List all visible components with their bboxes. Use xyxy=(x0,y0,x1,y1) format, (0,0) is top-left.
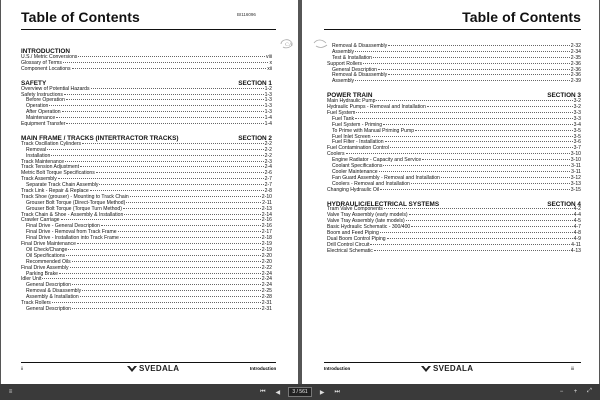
entry-title: Glossary of Terms xyxy=(21,59,62,66)
entry-page: 2-36 xyxy=(570,72,581,79)
section-title: POWER TRAIN xyxy=(327,92,373,100)
dot-leader xyxy=(384,208,573,209)
dot-leader xyxy=(80,296,261,297)
section-title: HYDRAULIC/ELECTRICAL SYSTEMS xyxy=(327,200,440,208)
section-number: SECTION 1 xyxy=(238,79,272,87)
entry-page: 2-34 xyxy=(570,48,581,55)
entry-page: 2-8 xyxy=(264,188,272,195)
entry-title: Changing Hydraulic Oil xyxy=(327,186,380,193)
entry-title: Final Drive - Installation into Track Frame xyxy=(26,235,119,242)
entry-page: 1-3 xyxy=(264,103,272,110)
entry-title: Safety Instructions xyxy=(21,91,63,98)
entry-title: Idler Unit xyxy=(21,276,42,283)
entry-title: After Operation xyxy=(26,109,61,116)
fit-page-icon[interactable]: ⤢ xyxy=(587,388,592,394)
entry-title: Operation xyxy=(26,103,49,110)
entry-page: 2-2 xyxy=(264,146,272,153)
dot-leader xyxy=(49,105,263,106)
entry-title: Removal & Disassembly xyxy=(332,43,388,49)
dot-leader xyxy=(373,57,570,58)
entry-title: Maintenance xyxy=(26,115,56,122)
entry-title: Coolers xyxy=(327,151,345,158)
dot-leader xyxy=(65,161,263,162)
dot-leader xyxy=(372,136,573,137)
next-page-icon[interactable]: ▶ xyxy=(319,389,325,396)
dot-leader xyxy=(62,111,264,112)
entry-title: Basic Hydraulic Schematic - 300/400 xyxy=(327,224,411,231)
page-number: ii xyxy=(21,366,23,371)
entry-page: 2-4 xyxy=(264,164,272,171)
prev-page-icon[interactable]: ◀ xyxy=(275,389,281,396)
entry-page: 2-3 xyxy=(264,158,272,165)
entry-page: 1-3 xyxy=(264,109,272,116)
dot-leader xyxy=(63,62,269,63)
entry-page: 2-28 xyxy=(261,294,272,301)
svg-text:CA: CA xyxy=(285,42,293,48)
brand-logo xyxy=(421,364,473,373)
dot-leader xyxy=(124,214,260,215)
zoom-in-icon[interactable]: + xyxy=(573,388,578,395)
entry-page: 2-24 xyxy=(261,276,272,283)
entry-title: Tram Valve Components xyxy=(327,206,383,213)
entry-title: Dual Boom Control Piping xyxy=(327,235,386,242)
entry-title: Electrical Schematic xyxy=(327,247,373,254)
brand-name: SVEDALA xyxy=(139,364,180,373)
dot-leader xyxy=(52,302,261,303)
dot-leader xyxy=(118,231,261,232)
entry-title: Cooler Maintenance xyxy=(332,168,378,175)
entry-title: Assembly xyxy=(332,48,355,55)
toc-subentry[interactable] xyxy=(21,307,272,313)
entry-page: 2-7 xyxy=(264,182,272,189)
dot-leader xyxy=(363,63,570,64)
entry-title: Track Assembly xyxy=(21,176,57,183)
dot-leader xyxy=(66,255,261,256)
entry-page: 3-3 xyxy=(573,110,581,117)
entry-page: 3-15 xyxy=(570,186,581,193)
entry-title: Track Rollers xyxy=(21,299,51,306)
entry-title: Track Oscillation Cylinders xyxy=(21,140,82,147)
zoom-out-icon[interactable]: − xyxy=(559,388,564,395)
title-rule xyxy=(324,29,581,30)
dot-leader xyxy=(56,117,263,118)
dot-leader xyxy=(96,172,264,173)
dot-leader xyxy=(390,147,573,148)
entry-title: Oil Specifications xyxy=(26,252,66,259)
entry-page: 2-22 xyxy=(261,264,272,271)
entry-page: 4-5 xyxy=(573,218,581,225)
dot-leader xyxy=(385,141,573,142)
toc-list xyxy=(327,44,581,255)
entry-page: 3-13 xyxy=(570,180,581,187)
entry-page: 2-14 xyxy=(261,211,272,218)
entry-page: 4-7 xyxy=(573,224,581,231)
dot-leader xyxy=(91,88,264,89)
dot-leader xyxy=(356,112,572,113)
entry-page: viii xyxy=(266,54,272,60)
entry-title: Component Locations xyxy=(21,65,71,72)
dot-leader xyxy=(47,149,264,150)
entry-title: Coolant Specifications xyxy=(332,163,383,170)
dot-leader xyxy=(409,214,573,215)
entry-title: Test & Installation xyxy=(332,54,372,61)
entry-page: 3-7 xyxy=(573,145,581,152)
dot-leader xyxy=(80,166,264,167)
entry-title: Fuel System xyxy=(327,110,356,117)
entry-page: 2-19 xyxy=(261,241,272,248)
section-title: MAIN FRAME / TRACKS (INTERTRACTOR TRACKS) xyxy=(21,135,179,142)
entry-page: 3-5 xyxy=(573,133,581,140)
entry-page: 2-17 xyxy=(261,229,272,236)
entry-page: x xyxy=(269,59,272,66)
dot-leader xyxy=(82,290,261,291)
entry-title: Separate Track Chain Assembly xyxy=(26,182,99,189)
entry-page: 4-4 xyxy=(573,212,581,219)
entry-page: 2-24 xyxy=(261,282,272,289)
entry-title: General Description xyxy=(26,305,72,312)
section-title: INTRODUCTION xyxy=(21,48,70,56)
dot-leader xyxy=(126,202,261,203)
entry-page: 2-13 xyxy=(261,205,272,212)
entry-page: 2-2 xyxy=(264,140,272,147)
entry-title: To Prime with Manual Priming Pump xyxy=(332,127,415,134)
dot-leader xyxy=(346,153,570,154)
dot-leader xyxy=(72,68,267,69)
page-indicator[interactable]: 3 / 561 xyxy=(288,387,311,397)
entry-title: Final Drive Assembly xyxy=(21,264,69,271)
entry-title: Valve Tray Assembly (late models) xyxy=(327,218,405,225)
dot-leader xyxy=(42,278,260,279)
entry-page: 1-2 xyxy=(264,85,272,92)
section-number: SECTION 3 xyxy=(547,92,581,100)
dot-leader xyxy=(355,80,570,81)
entry-title: Assembly & Installation xyxy=(26,294,79,301)
entry-title: Fuel Inlet Screen xyxy=(332,133,371,140)
entry-page: 4-8 xyxy=(573,230,581,237)
entry-page: 2-16 xyxy=(261,223,272,230)
dot-leader xyxy=(383,124,573,125)
dot-leader xyxy=(59,273,261,274)
doc-number: BI116096 xyxy=(237,12,256,17)
first-page-icon[interactable]: ⏮ xyxy=(260,388,266,395)
entry-title: Fuel Contamination Control xyxy=(327,145,390,152)
entry-page: 3-10 xyxy=(570,157,581,164)
dot-leader xyxy=(388,45,570,46)
entry-title: Final Drive Maintenance xyxy=(21,241,76,248)
section-title: SAFETY xyxy=(21,79,47,87)
dot-leader xyxy=(422,159,570,160)
entry-page: 2-2 xyxy=(264,152,272,159)
entry-title: Oil Check/Change xyxy=(26,246,68,253)
entry-page: 3-11 xyxy=(571,168,581,175)
entry-title: Crawler Carriage xyxy=(21,217,60,224)
entry-title: Track Maintenance xyxy=(21,158,65,165)
dot-leader xyxy=(406,220,573,221)
entry-page: 2-35 xyxy=(570,54,581,61)
dot-leader xyxy=(123,208,261,209)
entry-page: 1-4 xyxy=(264,121,272,128)
entry-page: 4-13 xyxy=(570,247,581,254)
entry-title: General Description xyxy=(26,282,72,289)
dot-leader xyxy=(61,219,261,220)
brand-logo xyxy=(127,364,179,373)
entry-title: Installation xyxy=(26,152,51,159)
dot-leader xyxy=(68,249,260,250)
entry-page: 2-31 xyxy=(261,305,272,312)
entry-title: Track Tension Adjustment xyxy=(21,164,80,171)
entry-page: 3-11 xyxy=(571,163,581,170)
entry-page: 3-10 xyxy=(570,151,581,158)
entry-title: Equipment Transfer xyxy=(21,121,66,128)
entry-page: 4-11 xyxy=(571,241,581,248)
dot-leader xyxy=(51,155,263,156)
entry-page: 2-25 xyxy=(261,288,272,295)
entry-title: Removal & Disassembly xyxy=(26,288,82,295)
entry-title: Parking Brake xyxy=(26,270,58,277)
dot-leader xyxy=(64,94,264,95)
footer-section: Introduction xyxy=(250,366,277,371)
dot-leader xyxy=(120,237,261,238)
entry-title: Hydraulic Pumps - Removal and Installation xyxy=(327,104,426,111)
entry-page: 2-19 xyxy=(261,246,272,253)
dot-leader xyxy=(82,143,264,144)
footer-rule xyxy=(324,362,581,363)
page-title: Table of Contents xyxy=(462,9,581,25)
left-page xyxy=(1,0,298,384)
dot-leader xyxy=(374,250,570,251)
dot-leader xyxy=(72,261,261,262)
entry-title: Fuel Filter - Installation xyxy=(332,139,384,146)
entry-title: Valve Tray Assembly (early models) xyxy=(327,212,408,219)
entry-title: Fan Guard Assembly - Removal and Installation xyxy=(332,174,440,181)
dot-leader xyxy=(380,189,570,190)
toc-list xyxy=(21,47,272,313)
entry-page: 1-3 xyxy=(264,91,272,98)
entry-title: Final Drive - Removal from Track Frame xyxy=(26,229,117,236)
entry-title: Track Shoe (grouser) - Mounting to Track Chain xyxy=(21,193,129,200)
entry-page: 3-6 xyxy=(573,139,581,146)
dot-leader xyxy=(58,178,264,179)
dot-leader xyxy=(78,56,265,57)
entry-title: Fuel System - Priming xyxy=(332,121,383,128)
dot-leader xyxy=(380,232,573,233)
dot-leader xyxy=(70,267,261,268)
entry-title: U.S./ Metric Conversions xyxy=(21,54,78,60)
entry-title: Fuel Tank xyxy=(332,115,354,122)
entry-title: Final Drive - General Description xyxy=(26,223,100,230)
dot-leader xyxy=(383,165,570,166)
dot-leader xyxy=(411,226,572,227)
dot-leader xyxy=(415,130,573,131)
entry-page: 3-3 xyxy=(573,115,581,122)
dot-leader xyxy=(355,118,573,119)
dot-leader xyxy=(379,171,571,172)
dot-leader xyxy=(99,184,263,185)
handwritten-scribble-icon xyxy=(278,36,296,52)
entry-title: Assembly xyxy=(332,78,355,85)
dot-leader xyxy=(376,100,572,101)
footer-section: Introduction xyxy=(324,366,351,371)
entry-title: Drill Control Circuit xyxy=(327,241,370,248)
entry-page: 2-32 xyxy=(570,43,581,49)
entry-title: Grouser Bolt Torque (Torque Turn Method) xyxy=(26,205,122,212)
entry-title: Grouser Bolt Torque (Direct-Torque Method) xyxy=(26,199,126,206)
entry-page: 3-2 xyxy=(573,104,581,111)
entry-title: Main Hydraulic Pump xyxy=(327,98,376,105)
entry-title: Recommended Oils xyxy=(26,258,71,265)
svedala-logo-icon xyxy=(127,366,137,372)
entry-page: 2-20 xyxy=(261,252,272,259)
entry-title: Boom and Feed Piping xyxy=(327,230,379,237)
entry-page: 2-39 xyxy=(570,78,581,85)
page-title: Table of Contents xyxy=(21,9,140,25)
dot-leader xyxy=(130,196,261,197)
entry-title: Engine Radiator - Capacity and Service xyxy=(332,157,422,164)
entry-title: Removal xyxy=(26,146,47,153)
entry-page: 2-20 xyxy=(261,258,272,265)
entry-page: 2-11 xyxy=(262,199,272,206)
entry-page: 2-31 xyxy=(261,299,272,306)
entry-title: Support Rollers xyxy=(327,60,363,67)
dot-leader xyxy=(441,177,570,178)
entry-page: 4-9 xyxy=(573,235,581,242)
entry-page: 1-4 xyxy=(264,115,272,122)
dot-leader xyxy=(427,106,573,107)
entry-title: Track Link - Repair & Replace xyxy=(21,188,89,195)
entry-page: 3-4 xyxy=(573,121,581,128)
page-number: iii xyxy=(571,366,574,371)
entry-page: 2-36 xyxy=(570,66,581,73)
entry-title: Coolers - Removal and Installation xyxy=(332,180,410,187)
brand-name: SVEDALA xyxy=(433,364,474,373)
dot-leader xyxy=(72,308,261,309)
dot-leader xyxy=(77,243,261,244)
dot-leader xyxy=(66,123,263,124)
section-number: SECTION 4 xyxy=(547,200,581,208)
right-page xyxy=(302,0,599,384)
dot-leader xyxy=(388,74,570,75)
svedala-logo-icon xyxy=(421,366,431,372)
dot-leader xyxy=(370,244,570,245)
entry-page: 2-16 xyxy=(261,217,272,224)
entry-title: Overview of Potential Hazards xyxy=(21,85,90,92)
toc-entry[interactable] xyxy=(327,249,581,255)
dot-leader xyxy=(90,190,264,191)
dot-leader xyxy=(387,238,573,239)
entry-page: 2-36 xyxy=(570,60,581,67)
dot-leader xyxy=(411,183,570,184)
viewer-toolbar xyxy=(0,384,600,400)
entry-title: Before Operation xyxy=(26,97,65,104)
dot-leader xyxy=(378,69,570,70)
dot-leader xyxy=(355,51,570,52)
sidebar-toggle-icon[interactable]: ≡ xyxy=(8,388,13,395)
last-page-icon[interactable]: ⏭ xyxy=(334,388,340,395)
entry-page: 3-12 xyxy=(570,174,581,181)
entry-page: 2-6 xyxy=(264,170,272,177)
entry-page: 2-10 xyxy=(261,193,272,200)
entry-page: 3-2 xyxy=(573,98,581,105)
dot-leader xyxy=(66,99,264,100)
entry-page: 2-7 xyxy=(264,176,272,183)
section-number: SECTION 2 xyxy=(238,135,272,142)
title-rule xyxy=(21,29,276,30)
entry-page: 3-5 xyxy=(573,127,581,134)
entry-title: General Description xyxy=(332,66,378,73)
entry-title: Removal & Disassembly xyxy=(332,72,388,79)
entry-page: xii xyxy=(267,65,272,72)
entry-page: 4-2 xyxy=(573,206,581,213)
entry-title: Metric Bolt Torque Specifications xyxy=(21,170,95,177)
entry-page: 1-3 xyxy=(264,97,272,104)
entry-title: Track Chain & Shoe - Assembly & Installation xyxy=(21,211,124,218)
footer-rule xyxy=(21,362,276,363)
dot-leader xyxy=(72,284,261,285)
entry-page: 2-24 xyxy=(261,270,272,277)
dot-leader xyxy=(101,225,261,226)
entry-page: 2-18 xyxy=(261,235,272,242)
